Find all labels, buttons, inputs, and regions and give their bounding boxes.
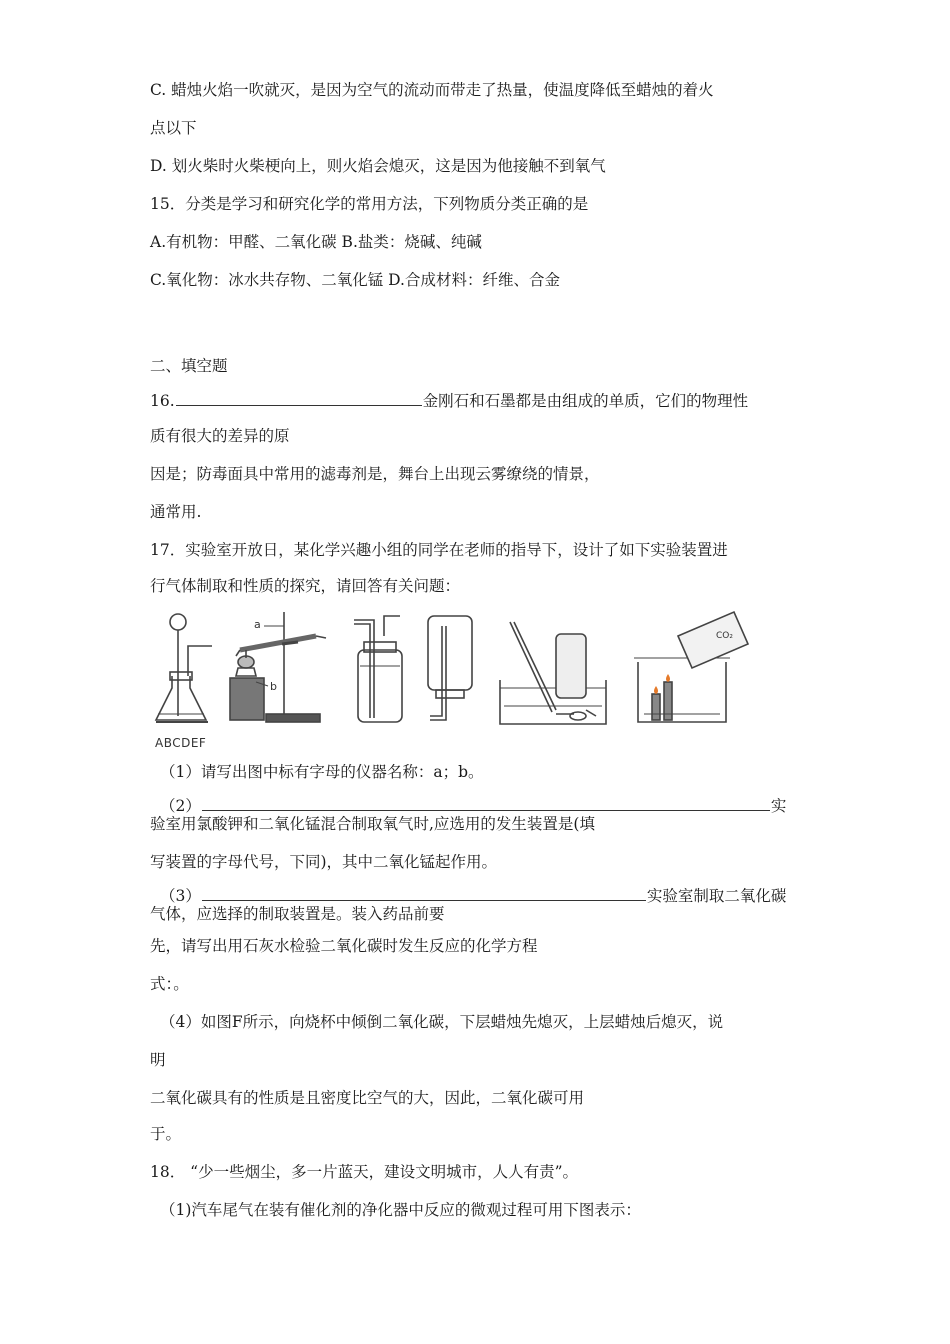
- q17-part3-line1: [160, 884, 786, 906]
- apparatus-a: [150, 606, 220, 730]
- q18-stem: 18． “少一些烟尘，多一片蓝天，建设文明城市，人人有责”。: [150, 1163, 579, 1181]
- q16-line2: 质有很大的差异的原: [150, 427, 290, 445]
- q17-part3-line2: 气体，应选择的制取装置是。装入药品前要: [150, 905, 445, 923]
- q16-line4: 通常用.: [150, 503, 202, 521]
- q17-part3-number: （3）: [160, 887, 201, 905]
- apparatus-d: [418, 606, 488, 730]
- figure-caption: ABCDEF: [155, 736, 207, 750]
- q17-part2-number: （2）: [160, 797, 201, 815]
- q17-part3-line3: 先，请写出用石灰水检验二氧化碳时发生反应的化学方程: [150, 937, 538, 955]
- q17-stem-line2: 行气体制取和性质的探究，请回答有关问题：: [150, 577, 461, 595]
- q17-part3-blank[interactable]: [202, 884, 646, 901]
- q16-line1: [150, 389, 748, 411]
- apparatus-figure: [150, 606, 800, 730]
- q16-line1-text: 金刚石和石墨都是由组成的单质，它们的物理性: [422, 392, 749, 410]
- q15-options-ab: A.有机物：甲醛、二氧化碳 B.盐类：烧碱、纯碱: [150, 233, 482, 251]
- q17-part2-blank[interactable]: [202, 794, 770, 811]
- q17-part3-tail: 实验室制取二氧化碳: [646, 887, 787, 905]
- apparatus-b: [216, 606, 336, 730]
- apparatus-c: [350, 606, 410, 730]
- apparatus-e: [496, 606, 622, 730]
- q16-number: 16.: [150, 392, 175, 410]
- q14-option-d: D. 划火柴时火柴梗向上，则火焰会熄灭，这是因为他接触不到氧气: [150, 157, 606, 175]
- q17-part3-line4: 式：。: [150, 975, 189, 993]
- q17-part2-tail: 实: [770, 797, 787, 815]
- apparatus-f: [630, 606, 750, 730]
- q17-stem-line1: 17．实验室开放日，某化学兴趣小组的同学在老师的指导下，设计了如下实验装置进: [150, 541, 728, 559]
- section-title: 二、填空题: [150, 357, 228, 375]
- q17-part2-line2: 验室用氯酸钾和二氧化锰混合制取氧气时,应选用的发生装置是(填: [150, 815, 595, 833]
- q15-options-cd: C.氧化物：冰水共存物、二氧化锰 D.合成材料：纤维、合金: [150, 271, 560, 289]
- q14-option-c-line1: C. 蜡烛火焰一吹就灭，是因为空气的流动而带走了热量，使温度降低至蜡烛的着火: [150, 81, 714, 99]
- q16-answer-blank[interactable]: [176, 389, 422, 406]
- label-a: a: [254, 618, 261, 631]
- q17-part4-line2: 明: [150, 1051, 166, 1069]
- q15-stem: 15．分类是学习和研究化学的常用方法，下列物质分类正确的是: [150, 195, 589, 213]
- q18-part1: （1)汽车尾气在装有催化剂的净化器中反应的微观过程可用下图表示：: [160, 1201, 641, 1219]
- label-b: b: [270, 680, 277, 693]
- q17-part2-line1: [160, 794, 786, 816]
- label-co2: CO₂: [716, 631, 733, 641]
- q16-line3: 因是；防毒面具中常用的滤毒剂是，舞台上出现云雾缭绕的情景，: [150, 465, 600, 483]
- q17-part2-line3: 写装置的字母代号，下同)，其中二氧化锰起作用。: [150, 853, 498, 871]
- q17-part4-line4: 于。: [150, 1125, 182, 1143]
- q17-part4-line1: （4）如图F所示，向烧杯中倾倒二氧化碳，下层蜡烛先熄灭，上层蜡烛后熄灭，说: [160, 1013, 724, 1031]
- q17-part1: （1）请写出图中标有字母的仪器名称：a；b。: [160, 763, 484, 781]
- q17-part4-line3: 二氧化碳具有的性质是且密度比空气的大，因此，二氧化碳可用: [150, 1089, 585, 1107]
- q14-option-c-line2: 点以下: [150, 119, 197, 137]
